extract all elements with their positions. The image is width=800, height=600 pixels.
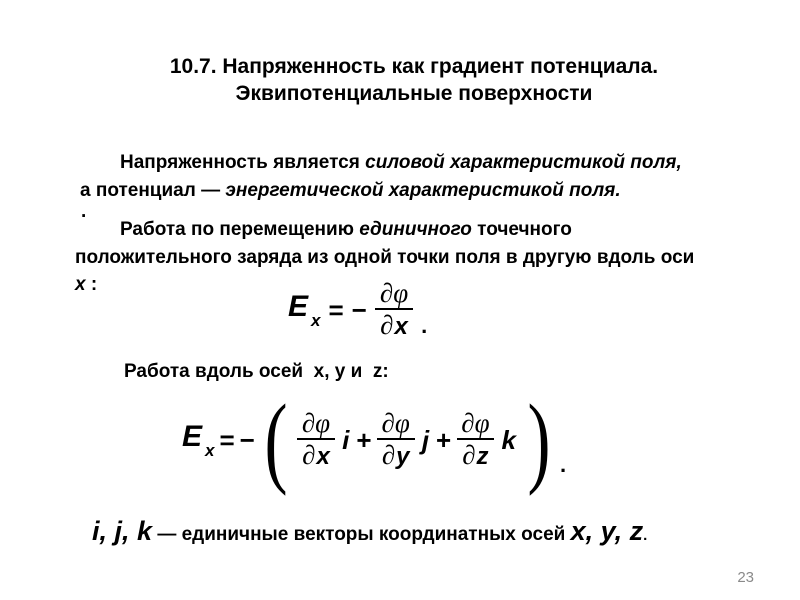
- minus-sign: −: [351, 294, 367, 325]
- slide-title-line-2: Эквипотенциальные поверхности: [235, 82, 593, 105]
- text-segment: Напряженность является: [120, 152, 360, 173]
- formula-gradient-vector: [182, 382, 567, 497]
- subscript-x: x: [311, 310, 321, 330]
- symbol-E: E: [288, 289, 309, 323]
- text-segment-italic: энергетической характеристикой поля.: [225, 179, 621, 201]
- text-segment: .: [643, 527, 648, 544]
- equals-sign: =: [328, 294, 344, 325]
- plus-sign: +: [356, 424, 372, 455]
- formula-ex-partial-derivative: [288, 273, 427, 347]
- text-segment: — единичные векторы координатных осей: [157, 524, 566, 545]
- text-segment: точечного: [477, 219, 572, 240]
- formula-period: .: [421, 313, 428, 338]
- text-segment: а потенциал —: [80, 179, 221, 201]
- text-segment-italic: единичного: [359, 219, 472, 240]
- minus-sign: −: [239, 424, 255, 455]
- fraction-numerator: ∂φ: [461, 408, 490, 438]
- text-segment: Работа по перемещению: [120, 219, 354, 240]
- equals-sign: =: [219, 424, 235, 455]
- fraction-dphi-dy: [377, 408, 415, 472]
- formula-lhs: [182, 420, 214, 461]
- fraction-numerator: ∂φ: [379, 278, 409, 308]
- variable-y: y: [396, 443, 410, 470]
- fraction-denominator: [297, 438, 335, 472]
- stray-dot: .: [81, 201, 87, 222]
- fraction-denominator: [377, 438, 415, 472]
- right-parenthesis: ): [527, 382, 551, 497]
- variable-x: x: [394, 313, 408, 340]
- partial-symbol: ∂: [380, 310, 394, 340]
- unit-vector-k: k: [501, 424, 516, 455]
- paragraph-field-characteristics: [80, 149, 682, 204]
- unit-vectors-definition: [92, 516, 647, 547]
- axes-xyz: x, y, z: [570, 516, 644, 546]
- partial-symbol: ∂: [462, 440, 476, 470]
- variable-z: z: [476, 443, 489, 470]
- fraction-denominator: [375, 308, 413, 342]
- variable-x: x: [75, 274, 86, 295]
- text-segment: :: [90, 274, 98, 295]
- unit-vector-i: i: [342, 424, 350, 455]
- slide-title: [28, 53, 800, 107]
- fraction-denominator: [457, 438, 493, 472]
- fraction-numerator: ∂φ: [381, 408, 410, 438]
- plus-sign: +: [436, 424, 452, 455]
- formula-lhs: [288, 290, 320, 331]
- paragraph-line: [75, 216, 694, 244]
- slide-title-line-1: 10.7. Напряженность как градиент потенциала.: [169, 55, 659, 78]
- variable-x: x: [316, 443, 330, 470]
- paragraph-line: [80, 177, 682, 205]
- subscript-x: x: [205, 440, 215, 460]
- formula-period: .: [559, 452, 567, 477]
- fraction-dphi-dx: [375, 278, 413, 342]
- fraction-numerator: ∂φ: [301, 408, 331, 438]
- paragraph-line: положительного заряда из одной точки поля в другую вдоль оси: [75, 246, 695, 268]
- text-segment-italic: силовой характеристикой поля,: [365, 152, 682, 173]
- partial-symbol: ∂: [381, 440, 396, 470]
- unit-vector-j: j: [421, 424, 430, 455]
- partial-symbol: ∂: [302, 440, 316, 470]
- symbol-E: E: [182, 419, 203, 453]
- paragraph-line: [80, 149, 682, 177]
- fraction-dphi-dx: [297, 408, 335, 472]
- vectors-ijk: i, j, k: [92, 516, 153, 546]
- left-parenthesis: (: [264, 382, 288, 497]
- page-number: 23: [737, 569, 754, 586]
- fraction-dphi-dz: [456, 408, 494, 472]
- axes-work-label: Работа вдоль осей x, y и z:: [124, 361, 389, 382]
